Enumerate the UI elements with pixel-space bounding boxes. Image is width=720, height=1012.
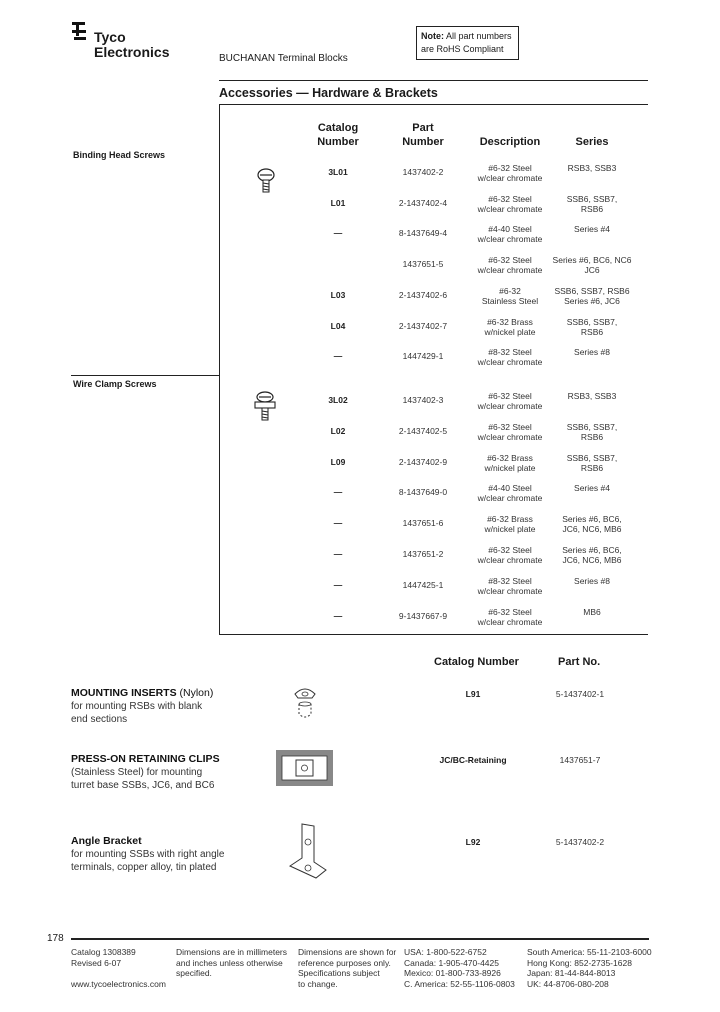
series-line: RSB6	[580, 462, 604, 473]
brand-name	[94, 30, 169, 60]
catalog-number-cell: —	[333, 351, 343, 362]
series-line: SSB6, SSB7,	[566, 421, 618, 432]
series-line: Series #6, JC6	[564, 295, 620, 306]
footer-dim-line-1: Dimensions are in millimeters	[176, 947, 288, 957]
part-header-line-1: Part	[412, 122, 434, 134]
footer-ref-line-1: Dimensions are shown for	[298, 947, 397, 957]
angle-bracket-desc: for mounting SSBs with right angle terminals, copper alloy, tin plated	[71, 849, 225, 873]
footer-uk-phone: UK: 44-8706-080-208	[527, 978, 609, 989]
angle-bracket-catalog: L92	[465, 837, 481, 847]
description-line: #4-40 Steel	[488, 483, 532, 494]
description-line: w/nickel plate	[484, 326, 536, 337]
note-line-1: All part numbers	[446, 31, 512, 41]
mounting-inserts-material: (Nylon)	[179, 687, 214, 699]
description-line: #6-32 Steel	[488, 163, 532, 173]
product-line: BUCHANAN Terminal Blocks	[219, 53, 348, 64]
series-line: SSB6, SSB7,	[566, 193, 618, 204]
catalog-number-cell: —	[333, 518, 343, 529]
mounting-inserts-name: MOUNTING INSERTS	[71, 687, 177, 699]
series-cell	[552, 194, 632, 214]
series-cell	[552, 422, 632, 442]
description-line: w/clear chromate	[477, 616, 543, 627]
part-number-cell: 8-1437649-4	[398, 228, 448, 239]
description-line: #6-32 Steel	[488, 255, 532, 266]
description-line: #6-32 Brass	[487, 514, 533, 525]
description-line: w/clear chromate	[477, 585, 543, 596]
retaining-clips-part: 1437651-7	[559, 755, 601, 765]
footer-revision: Revised 6-07	[71, 957, 122, 968]
description-line: #6-32 Brass	[487, 316, 533, 327]
part-number-cell: 1437402-3	[402, 395, 444, 405]
catalog-number-cell: 3L01	[328, 167, 348, 177]
footer-japan-phone: Japan: 81-44-844-8013	[527, 968, 616, 978]
series-line: Series #8	[574, 575, 610, 586]
part-header-line-2: Number	[402, 136, 444, 148]
catalog-number-cell: L04	[330, 320, 346, 331]
series-header: Series	[575, 136, 609, 148]
description-cell	[474, 317, 546, 337]
description-line: w/clear chromate	[477, 357, 543, 368]
footer-reference-note	[298, 947, 396, 989]
series-cell	[552, 514, 632, 534]
description-line: #6-32 Steel	[488, 391, 532, 401]
brand-line-1: Tyco	[94, 29, 126, 45]
description-cell	[474, 514, 546, 534]
retaining-clips-desc: (Stainless Steel) for mounting turret base SSBs, JC6, and BC6	[71, 767, 215, 791]
table-left-rule	[219, 105, 220, 635]
mounting-inserts-desc: for mounting RSBs with blank end sections	[71, 701, 203, 725]
part-number-header	[393, 121, 453, 149]
series-cell	[552, 347, 632, 357]
description-line: w/clear chromate	[477, 234, 543, 245]
retaining-clip-icon	[276, 750, 333, 791]
description-cell	[474, 255, 546, 275]
description-cell	[474, 483, 546, 503]
description-line: w/clear chromate	[477, 555, 543, 565]
description-line: w/clear chromate	[477, 401, 543, 411]
description-cell	[474, 545, 546, 565]
series-line: RSB3, SSB3	[567, 163, 617, 173]
description-header: Description	[479, 136, 541, 148]
description-cell	[474, 224, 546, 244]
description-cell	[474, 163, 546, 183]
part-number-cell: 9-1437667-9	[398, 610, 448, 621]
description-line: w/nickel plate	[484, 462, 536, 473]
footer-canada-phone: Canada: 1-905-470-4425	[404, 957, 499, 968]
tyco-logo-icon	[72, 22, 92, 47]
footer-hong-kong-phone: Hong Kong: 852-2735-1628	[527, 957, 632, 968]
angle-bracket-title: Angle Bracket	[71, 835, 142, 847]
catalog-header-line-1: Catalog	[317, 122, 359, 134]
footer-mexico-phone: Mexico: 01-800-733-8926	[404, 968, 501, 978]
description-cell	[474, 194, 546, 214]
description-line: w/clear chromate	[477, 431, 543, 442]
series-line: RSB3, SSB3	[567, 391, 617, 401]
footer-ref-line-2: reference purposes only.	[298, 957, 391, 968]
series-line: SSB6, SSB7, RSB6	[554, 285, 630, 296]
description-line: #8-32 Steel	[488, 575, 532, 586]
series-cell	[552, 545, 632, 565]
description-cell	[474, 286, 546, 306]
series-line: RSB6	[580, 431, 604, 442]
series-line: Series #8	[574, 347, 610, 358]
footer-contacts-world	[527, 947, 652, 989]
series-line: MB6	[583, 606, 601, 617]
note-line-2: are RoHS Compliant	[421, 44, 504, 54]
series-cell	[552, 391, 632, 401]
accessory-part-header: Part No.	[558, 656, 601, 668]
accessory-catalog-header: Catalog Number	[434, 656, 519, 668]
part-number-cell: 1447429-1	[402, 351, 444, 362]
footer-dim-line-2: and inches unless otherwise	[176, 957, 283, 968]
catalog-number-cell: —	[333, 487, 343, 498]
series-cell	[552, 576, 632, 586]
catalog-number-cell: L01	[330, 197, 346, 208]
mounting-insert-icon	[290, 686, 320, 727]
part-number-cell: 1437651-2	[402, 549, 444, 559]
part-number-cell: 8-1437649-0	[398, 487, 448, 498]
description-line: w/clear chromate	[477, 173, 543, 183]
series-line: Series #6, BC6,	[562, 514, 622, 525]
footer-website-link[interactable]: www.tycoelectronics.com	[71, 978, 166, 989]
series-cell	[552, 453, 632, 473]
part-number-cell: 2-1437402-9	[398, 456, 448, 467]
part-number-cell: 2-1437402-6	[398, 289, 448, 300]
table-bottom-rule	[219, 634, 648, 635]
series-cell	[552, 286, 632, 306]
footer-central-america-phone: C. America: 52-55-1106-0803	[404, 978, 515, 989]
description-cell	[474, 607, 546, 627]
description-cell	[474, 347, 546, 367]
description-line: #8-32 Steel	[488, 347, 532, 358]
page-number: 178	[47, 933, 64, 944]
description-line: w/clear chromate	[477, 265, 543, 276]
series-line: SSB6, SSB7,	[566, 452, 618, 463]
catalog-number-cell: —	[333, 228, 343, 239]
description-line: #6-32 Steel	[488, 545, 532, 555]
description-line: #6-32 Steel	[488, 421, 532, 432]
retaining-clips-catalog: JC/BC-Retaining	[439, 755, 507, 765]
part-number-cell: 1437651-6	[402, 518, 444, 529]
rohs-note	[416, 26, 519, 60]
note-label: Note:	[421, 31, 444, 41]
series-cell	[552, 483, 632, 493]
series-cell	[552, 163, 632, 173]
description-line: #6-32	[499, 285, 521, 296]
catalog-number-cell: —	[333, 549, 343, 559]
footer-catalog-info	[71, 947, 166, 989]
binding-head-label: Binding Head Screws	[73, 150, 166, 160]
footer-ref-line-4: to change.	[298, 978, 338, 989]
wire-clamp-label: Wire Clamp Screws	[73, 379, 157, 389]
footer-catalog-number: Catalog 1308389	[71, 947, 136, 957]
series-line: SSB6, SSB7,	[566, 316, 618, 327]
footer-dimensions-note	[176, 947, 287, 979]
series-line: JC6, NC6, MB6	[562, 555, 622, 565]
angle-bracket-icon	[284, 822, 328, 887]
mounting-inserts-title	[71, 687, 213, 699]
description-line: Stainless Steel	[481, 295, 539, 306]
series-line: Series #6, BC6, NC6	[552, 255, 632, 266]
footer-south-america-phone: South America: 55-11-2103-6000	[527, 947, 652, 957]
title-divider-2	[219, 104, 648, 105]
footer-contacts-americas	[404, 947, 515, 989]
series-cell	[552, 607, 632, 617]
part-number-cell: 2-1437402-5	[398, 425, 448, 436]
catalog-number-cell: —	[333, 579, 343, 590]
series-line: JC6	[584, 265, 600, 276]
description-cell	[474, 391, 546, 411]
catalog-number-cell: L02	[330, 425, 346, 436]
series-cell	[552, 255, 632, 275]
catalog-number-cell: L03	[330, 289, 346, 300]
description-line: w/clear chromate	[477, 493, 543, 504]
description-line: #6-32 Brass	[487, 452, 533, 463]
title-divider	[219, 80, 648, 81]
description-line: w/clear chromate	[477, 203, 543, 214]
wire-clamp-screw-icon	[252, 390, 278, 427]
retaining-clips-title: PRESS-ON RETAINING CLIPS	[71, 753, 220, 765]
description-line: #6-32 Steel	[488, 606, 532, 617]
description-cell	[474, 422, 546, 442]
series-line: Series #4	[574, 224, 610, 235]
part-number-cell: 1437402-2	[402, 167, 444, 177]
description-line: #4-40 Steel	[488, 224, 532, 235]
mounting-inserts-part: 5-1437402-1	[555, 689, 605, 699]
description-line: w/nickel plate	[484, 524, 536, 535]
series-cell	[552, 224, 632, 234]
description-cell	[474, 453, 546, 473]
footer-dim-line-3: specified.	[176, 968, 212, 978]
angle-bracket-part: 5-1437402-2	[555, 837, 605, 847]
footer-divider	[71, 938, 649, 940]
mounting-inserts-catalog: L91	[465, 689, 481, 699]
section-title: Accessories — Hardware & Brackets	[219, 86, 438, 100]
series-line: Series #4	[574, 483, 610, 494]
catalog-number-cell: —	[333, 610, 343, 621]
footer-ref-line-3: Specifications subject	[298, 968, 380, 978]
description-cell	[474, 576, 546, 596]
group-divider	[71, 375, 220, 376]
catalog-number-header	[308, 121, 368, 149]
series-line: RSB6	[580, 326, 604, 337]
part-number-cell: 1447425-1	[402, 579, 444, 590]
description-line: #6-32 Steel	[488, 193, 532, 204]
series-line: RSB6	[580, 203, 604, 214]
part-number-cell: 2-1437402-7	[398, 320, 448, 331]
catalog-number-cell: 3L02	[328, 395, 348, 405]
catalog-number-cell: L09	[330, 456, 346, 467]
binding-head-screw-icon	[256, 168, 276, 199]
part-number-cell: 2-1437402-4	[398, 197, 448, 208]
catalog-header-line-2: Number	[317, 136, 359, 148]
series-line: Series #6, BC6,	[562, 545, 622, 555]
series-cell	[552, 317, 632, 337]
footer-usa-phone: USA: 1-800-522-6752	[404, 947, 487, 957]
brand-line-2: Electronics	[94, 44, 170, 60]
part-number-cell: 1437651-5	[402, 259, 444, 270]
series-line: JC6, NC6, MB6	[562, 524, 622, 535]
